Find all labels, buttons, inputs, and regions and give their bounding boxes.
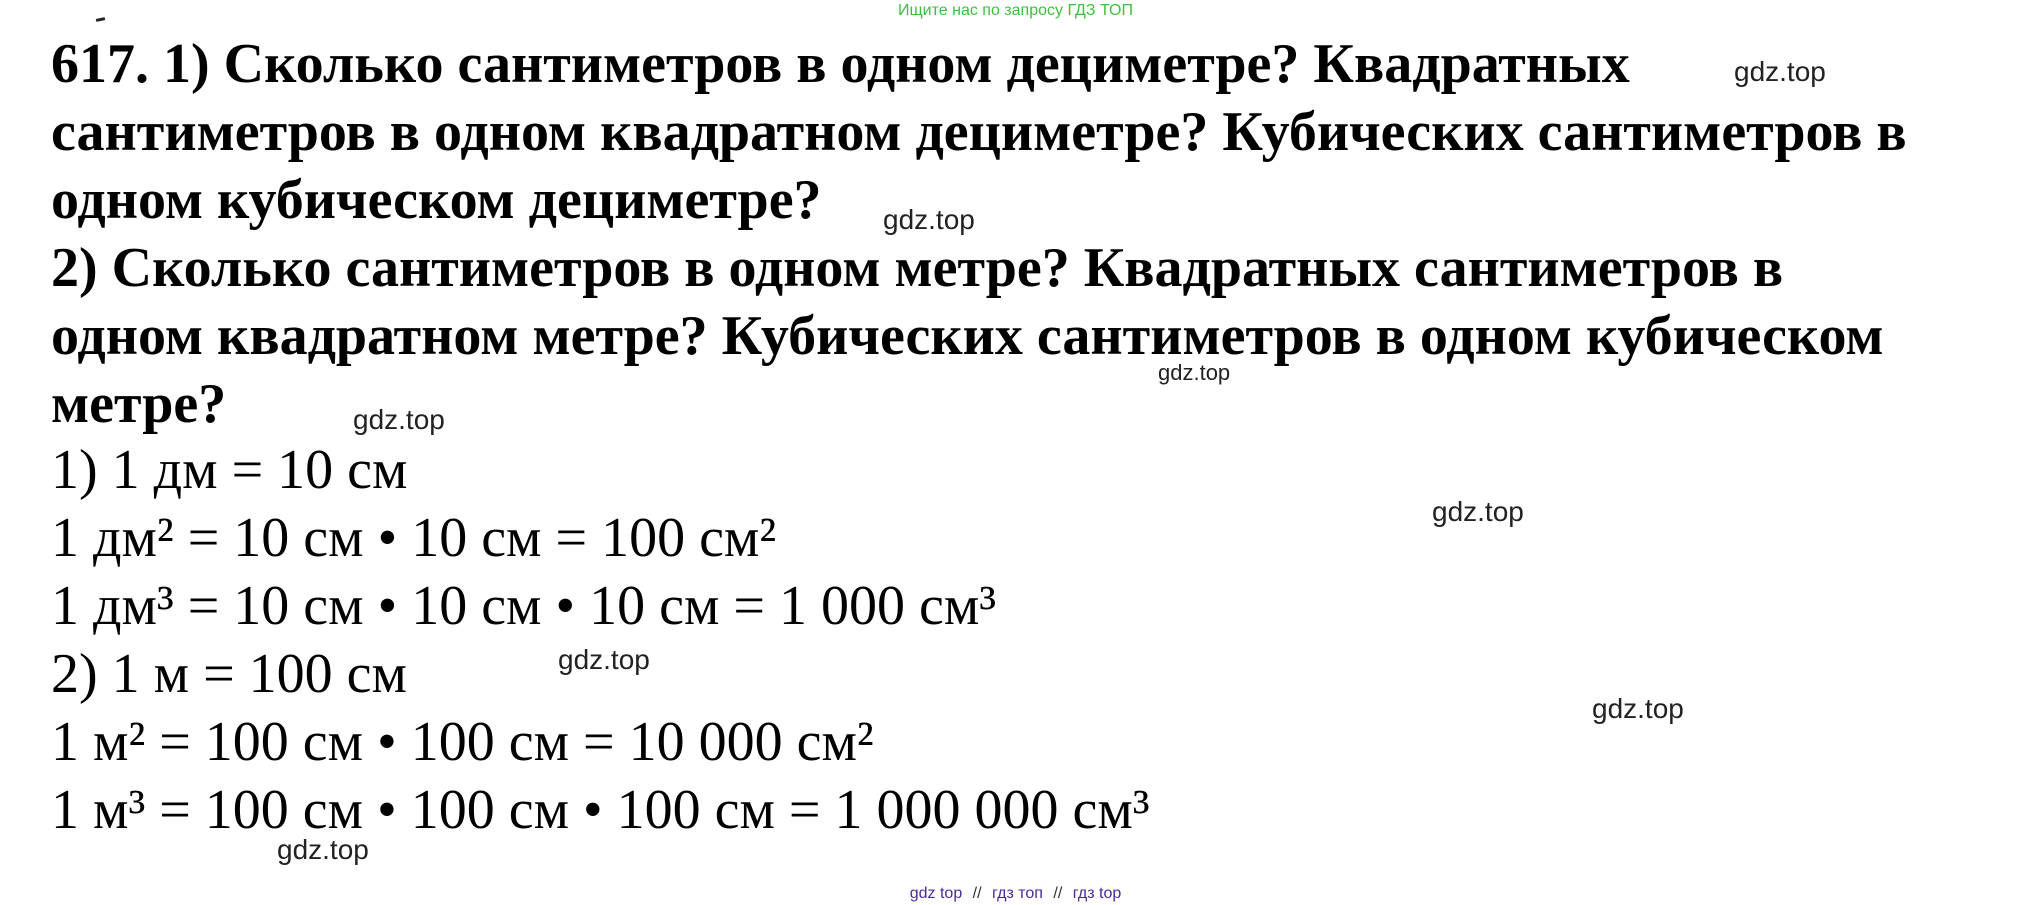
footer-separator: // xyxy=(972,885,982,902)
watermark: gdz.top xyxy=(1592,693,1684,724)
answer-line: 1) 1 дм = 10 см xyxy=(51,439,408,501)
task-line: сантиметров в одном квадратном дециметре? Кубических сантиметров в xyxy=(51,101,1907,163)
task-line: 617. 1) Сколько сантиметров в одном дециметре? Квадратных xyxy=(51,33,1630,95)
footer-link[interactable]: gdz top xyxy=(909,885,963,902)
watermark: gdz.top xyxy=(558,644,650,675)
task-line: одном кубическом дециметре? xyxy=(51,169,822,231)
footer-link[interactable]: гдз топ xyxy=(992,885,1043,902)
answer-line: 1 м² = 100 см • 100 см = 10 000 см² xyxy=(51,711,874,773)
watermark: gdz.top xyxy=(1158,360,1231,385)
answer-text xyxy=(51,436,1150,844)
footer-link[interactable]: гдз top xyxy=(1072,885,1122,902)
footer-separator: // xyxy=(1053,885,1063,902)
answer-line: 1 м³ = 100 см • 100 см • 100 см = 1 000 000 см³ xyxy=(51,779,1150,841)
watermark: gdz.top xyxy=(277,834,369,865)
top-banner: Ищите нас по запросу ГДЗ ТОП xyxy=(898,2,1133,19)
watermark: gdz.top xyxy=(883,204,975,235)
tick-mark xyxy=(96,17,105,22)
answer-line: 2) 1 м = 100 см xyxy=(51,643,407,705)
watermark: gdz.top xyxy=(1432,496,1524,527)
watermark: gdz.top xyxy=(353,404,445,435)
task-line: одном квадратном метре? Кубических сантиметров в одном кубическом xyxy=(51,305,1884,367)
answer-line: 1 дм² = 10 см • 10 см = 100 см² xyxy=(51,507,777,569)
answer-line: 1 дм³ = 10 см • 10 см • 10 см = 1 000 см³ xyxy=(51,575,997,637)
watermark: gdz.top xyxy=(1734,56,1826,87)
task-line: 2) Сколько сантиметров в одном метре? Квадратных сантиметров в xyxy=(51,237,1784,299)
task-text xyxy=(51,30,2011,438)
footer xyxy=(0,884,2031,904)
task-line: метре? xyxy=(51,373,227,435)
